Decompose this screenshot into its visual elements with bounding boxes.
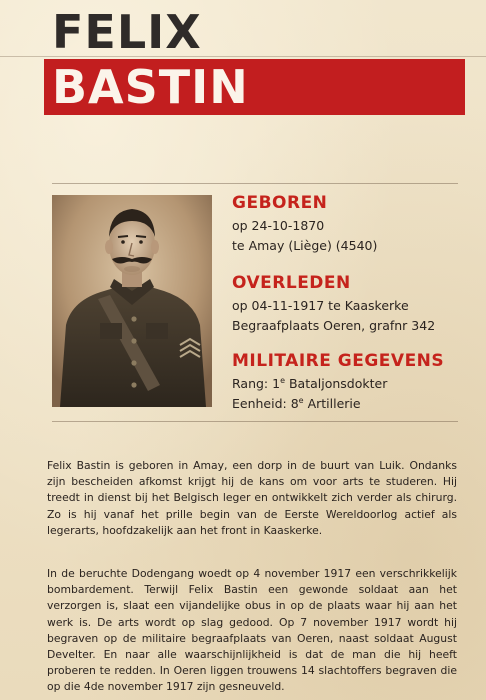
born-title: GEBOREN (232, 193, 328, 213)
last-name-heading: BASTIN (52, 60, 249, 114)
born-date: op 24-10-1870 (232, 218, 325, 233)
first-name-heading: FELIX (52, 5, 202, 59)
military-title: MILITAIRE GEGEVENS (232, 351, 445, 371)
rank-label: Rang: 1 (232, 376, 281, 392)
section-divider-bottom (52, 421, 458, 422)
died-grave: Begraafplaats Oeren, grafnr 342 (232, 318, 436, 333)
rank-value: Bataljonsdokter (285, 376, 388, 392)
unit-sup: e (298, 396, 304, 405)
unit-value: Artillerie (303, 396, 361, 412)
military-unit (232, 396, 361, 411)
unit-label: Eenheid: 8 (232, 396, 299, 412)
died-date-place: op 04-11-1917 te Kaaskerke (232, 298, 409, 313)
military-rank (232, 376, 387, 391)
died-title: OVERLEDEN (232, 273, 351, 293)
portrait-photo (52, 195, 212, 407)
rank-sup: e (280, 376, 285, 385)
section-divider-top (52, 183, 458, 184)
sepia-soldier-portrait-icon (52, 195, 212, 407)
bio-paragraph-1: Felix Bastin is geboren in Amay, een dorp in de buurt van Luik. Ondanks zijn bescheiden afkomst krijgt hij de kans om voor arts te studeren. Hij treedt in dienst bij het Belgisch leger en ontwikkelt zich verder als chirurg. Zo is hij vanaf het prille begin van de Eerste Wereldoorlog actief als legerarts, hoofdzakelijk aan het front in Kaaskerke. (47, 459, 457, 537)
born-place: te Amay (Liège) (4540) (232, 238, 378, 253)
bio-paragraph-2: In de beruchte Dodengang woedt op 4 november 1917 een verschrikkelijk bombardement. Terwijl Felix Bastin een gewonde soldaat aan het verzorgen is, slaat een vijandelijke obus in op de plaats waar hij aan het werk is. De arts wordt op slag gedood. Op 7 november 1917 wordt hij begraven op de militaire begraafplaats van Oeren, naast soldaat August Develter. En naar alle waarschijnlijkheid is dat de man die hij heeft proberen te redden. In Oeren liggen trouwens 14 slachtoffers begraven die op die 4de november 1917 zijn gesneuveld. (47, 567, 457, 694)
